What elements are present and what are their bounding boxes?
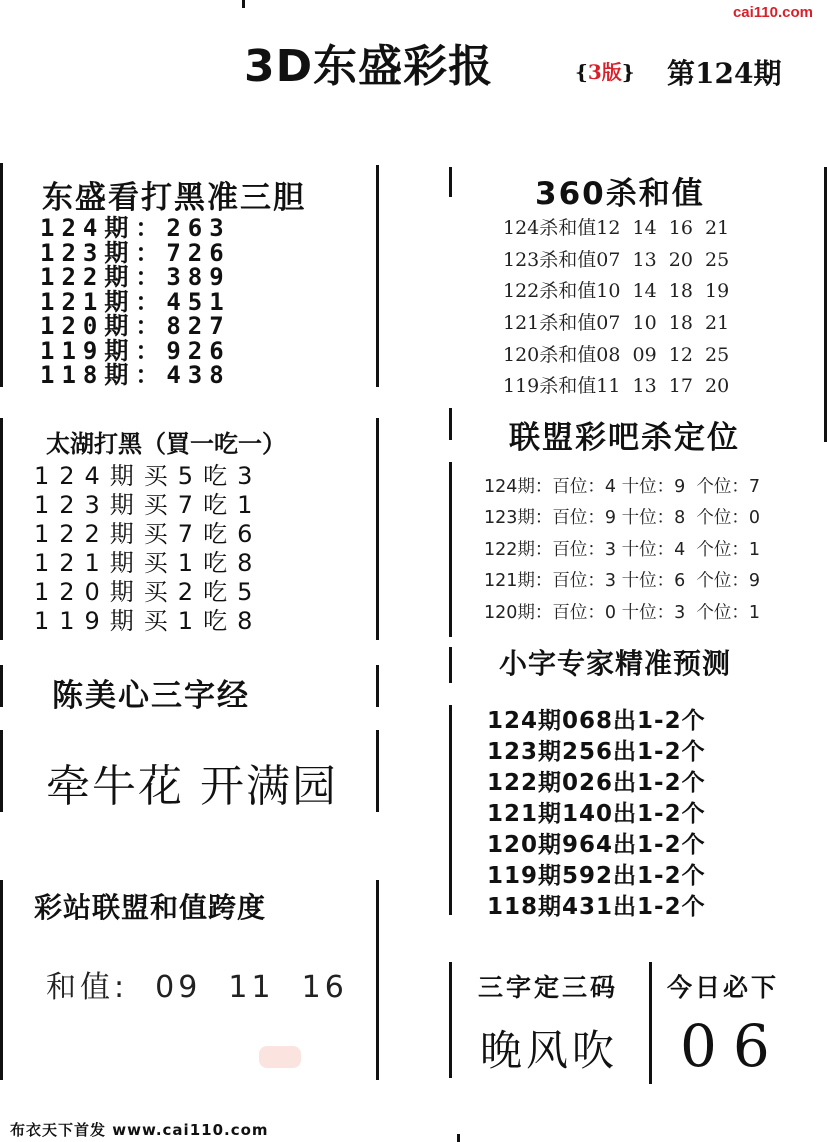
box4-title: 彩站联盟和值跨度 [34,891,267,924]
divider [449,705,452,915]
divider [0,163,3,387]
divider [457,1134,460,1142]
list-item: 123期：百位：9 十位：8 个位：0 [484,508,760,529]
list-item: 119期：926 [40,336,231,365]
list-item: 119期592出1-2个 [487,863,706,889]
divider [376,730,379,812]
list-item: 122期026出1-2个 [487,770,706,796]
divider [0,730,3,812]
divider [449,167,452,197]
list-item: 123期：726 [40,238,231,267]
list-item: 120期买2吃5 [34,578,263,606]
list-item: 119杀和值11 13 17 20 [503,375,730,398]
list-item: 122杀和值10 14 18 19 [503,280,730,303]
right2-title: 联盟彩吧杀定位 [509,420,740,456]
list-item: 122期买7吃6 [34,520,263,548]
list-item: 120期964出1-2个 [487,832,706,858]
issue-number: 第124期 [667,57,782,90]
edition-number: 3版 [587,60,622,84]
list-item: 124期068出1-2个 [487,708,706,734]
divider [376,665,379,707]
page-title: 3D东盛彩报 [244,41,494,92]
list-item: 120期：百位：0 十位：3 个位：1 [484,602,760,623]
list-item: 124期：263 [40,214,231,242]
divider [0,880,3,1080]
divider [449,462,452,637]
list-item: 121期140出1-2个 [487,801,706,827]
box1-list [40,216,231,388]
list-item: 122期：百位：3 十位：4 个位：1 [484,539,760,560]
divider [376,880,379,1080]
divider [449,962,452,1078]
box2-title: 太湖打黑（買一吃一） [46,430,286,458]
list-item: 124期：百位：4 十位：9 个位：7 [484,477,760,497]
right1-list [503,213,729,403]
footer-credit: 布衣天下首发 www.cai110.com [10,1121,269,1139]
list-item: 118期：438 [40,361,231,389]
list-item: 122期：389 [40,263,231,291]
list-item: 123期买7吃1 [34,491,263,519]
divider [242,0,245,8]
right3-title: 小字专家精准预测 [499,647,732,680]
list-item: 121期买1吃8 [34,549,263,577]
list-item: 121期：451 [40,287,231,316]
list-item: 121杀和值07 10 18 21 [503,312,730,335]
divider [376,418,379,640]
sancode-title: 三字定三码 [478,973,619,1002]
right2-list [484,472,760,629]
box3-text: 牵牛花 开满园 [46,761,338,812]
edition-badge [575,56,635,85]
box1-title: 东盛看打黑准三胆 [42,180,306,216]
list-item: 119期买1吃8 [34,607,263,635]
list-item: 121期：百位：3 十位：6 个位：9 [484,571,760,592]
list-item: 120期：827 [40,312,231,340]
edition-brace-open: { [575,60,588,84]
today-title: 今日必下 [667,973,780,1002]
divider [649,962,652,1084]
right1-title: 360杀和值 [535,176,705,212]
box2-list [34,462,262,636]
list-item: 123杀和值07 13 20 25 [503,248,730,271]
list-item: 118期431出1-2个 [487,894,706,920]
list-item: 123期256出1-2个 [487,739,706,765]
list-item: 124期买5吃3 [34,462,263,490]
box4-text: 和值: 09 11 16 [46,970,348,1005]
sancode-value: 晚风吹 [480,1026,619,1075]
today-value: 06 [680,1012,786,1080]
divider [0,665,3,707]
edition-brace-close: } [621,60,635,84]
box3-title: 陈美心三字经 [52,678,250,714]
brand-logo: cai110.com [732,4,813,21]
divider [376,165,379,387]
list-item: 124杀和值12 14 16 21 [503,217,730,239]
divider [0,418,3,640]
divider [449,647,452,683]
divider [449,408,452,440]
smudge [259,1046,301,1068]
right3-list [487,706,706,923]
list-item: 120杀和值08 09 12 25 [503,343,730,366]
